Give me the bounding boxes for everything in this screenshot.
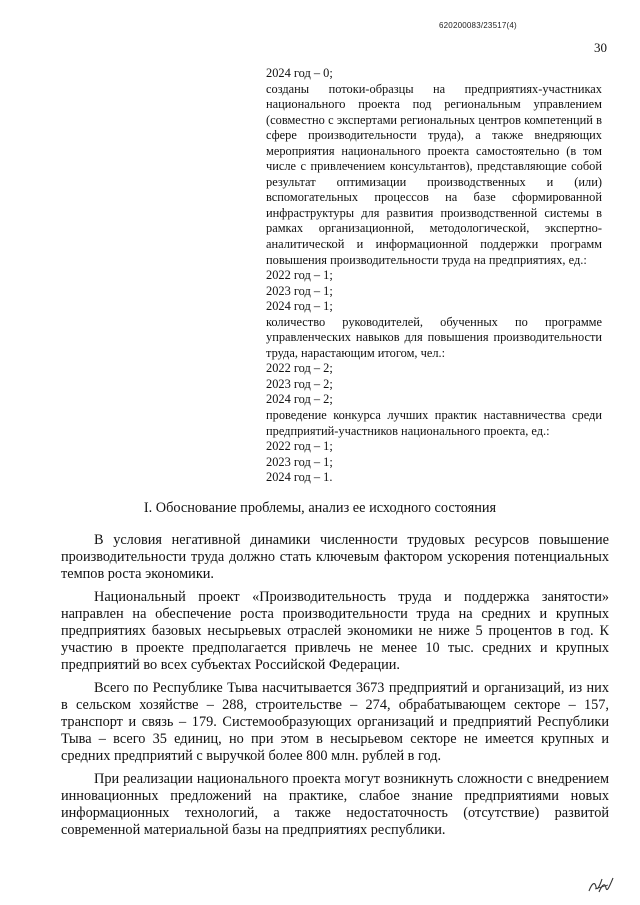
body-paragraph: При реализации национального проекта могут возникнуть сложности с внедрением инновационных предложений на практике, слабое знание предприятиями новых информационных технологий, а также недостаточность (отсутствие) развитой современной материальной базы на предприятиях республики. <box>61 770 609 839</box>
indicator-description: проведение конкурса лучших практик наставничества среди предприятий-участников национального проекта, ед.: <box>266 408 602 438</box>
body-paragraph: В условия негативной динамики численности трудовых ресурсов повышение производительности труда должно стать ключевым фактором ускорения потенциальных темпов роста экономики. <box>61 532 609 583</box>
indicator-line: 2024 год – 2; <box>266 392 333 407</box>
indicator-line: 2022 год – 2; <box>266 361 333 376</box>
indicator-line: 2022 год – 1; <box>266 439 333 454</box>
indicator-line: 2023 год – 1; <box>266 283 333 298</box>
indicator-line: 2024 год – 0; <box>266 66 333 80</box>
indicator-line: 2023 год – 2; <box>266 376 333 391</box>
indicator-line: 2024 год – 1. <box>266 470 333 485</box>
indicator-line: 2022 год – 1; <box>266 268 333 283</box>
indicator-line: 2024 год – 1; <box>266 299 333 314</box>
indicator-line: 2023 год – 1; <box>266 454 333 469</box>
body-paragraph: Национальный проект «Производительность труда и поддержка занятости» направлен на обеспечение роста производительности труда на средних и крупных предприятиях базовых несырьевых отраслей экономики не ниже 5 процентов в год. К участию в проекте предполагается привлечь не менее 10 тыс. средних и крупных предприятий во всех субъектах Российской Федерации. <box>61 588 609 674</box>
page-number: 30 <box>594 40 607 55</box>
section-heading: I. Обоснование проблемы, анализ ее исходного состояния <box>143 500 497 516</box>
indicator-description: количество руководителей, обученных по программе управленческих навыков для повышения производительности труда, нарастающим итогом, чел.: <box>266 314 602 360</box>
body-paragraph: Всего по Республике Тыва насчитывается 3673 предприятий и организаций, из них в сельском хозяйстве – 288, строительстве – 274, обрабатывающем секторе – 157, транспорт и связь – 179. Системообразующих организаций и предприятий Республики Тыва – всего 35 единиц, но при этом в несырьевом секторе не имеется крупных и средних предприятий с выручкой более 800 млн. рублей в год. <box>61 679 609 765</box>
handwritten-initials-icon <box>586 873 616 895</box>
indicator-description: созданы потоки-образцы на предприятиях-участниках национального проекта под региональным управлением (совместно с экспертами региональных центров компетенций в сфере производительности труда), а также внедряющих мероприятия национального проекта самостоятельно (в том числе с привлечением консультантов), представляющие собой результат оптимизации производственных и (или) вспомогательных процессов на базе сформированной инфраструктуры для развития производственной системы в рамках организационной, методологической, экспертно-аналитической и информационной поддержки программ повышения производительности труда на предприятиях, ед.: <box>266 81 602 267</box>
document-id: 620200083/23517(4) <box>439 21 517 30</box>
section-body <box>61 532 609 839</box>
indicator-list <box>266 66 602 486</box>
